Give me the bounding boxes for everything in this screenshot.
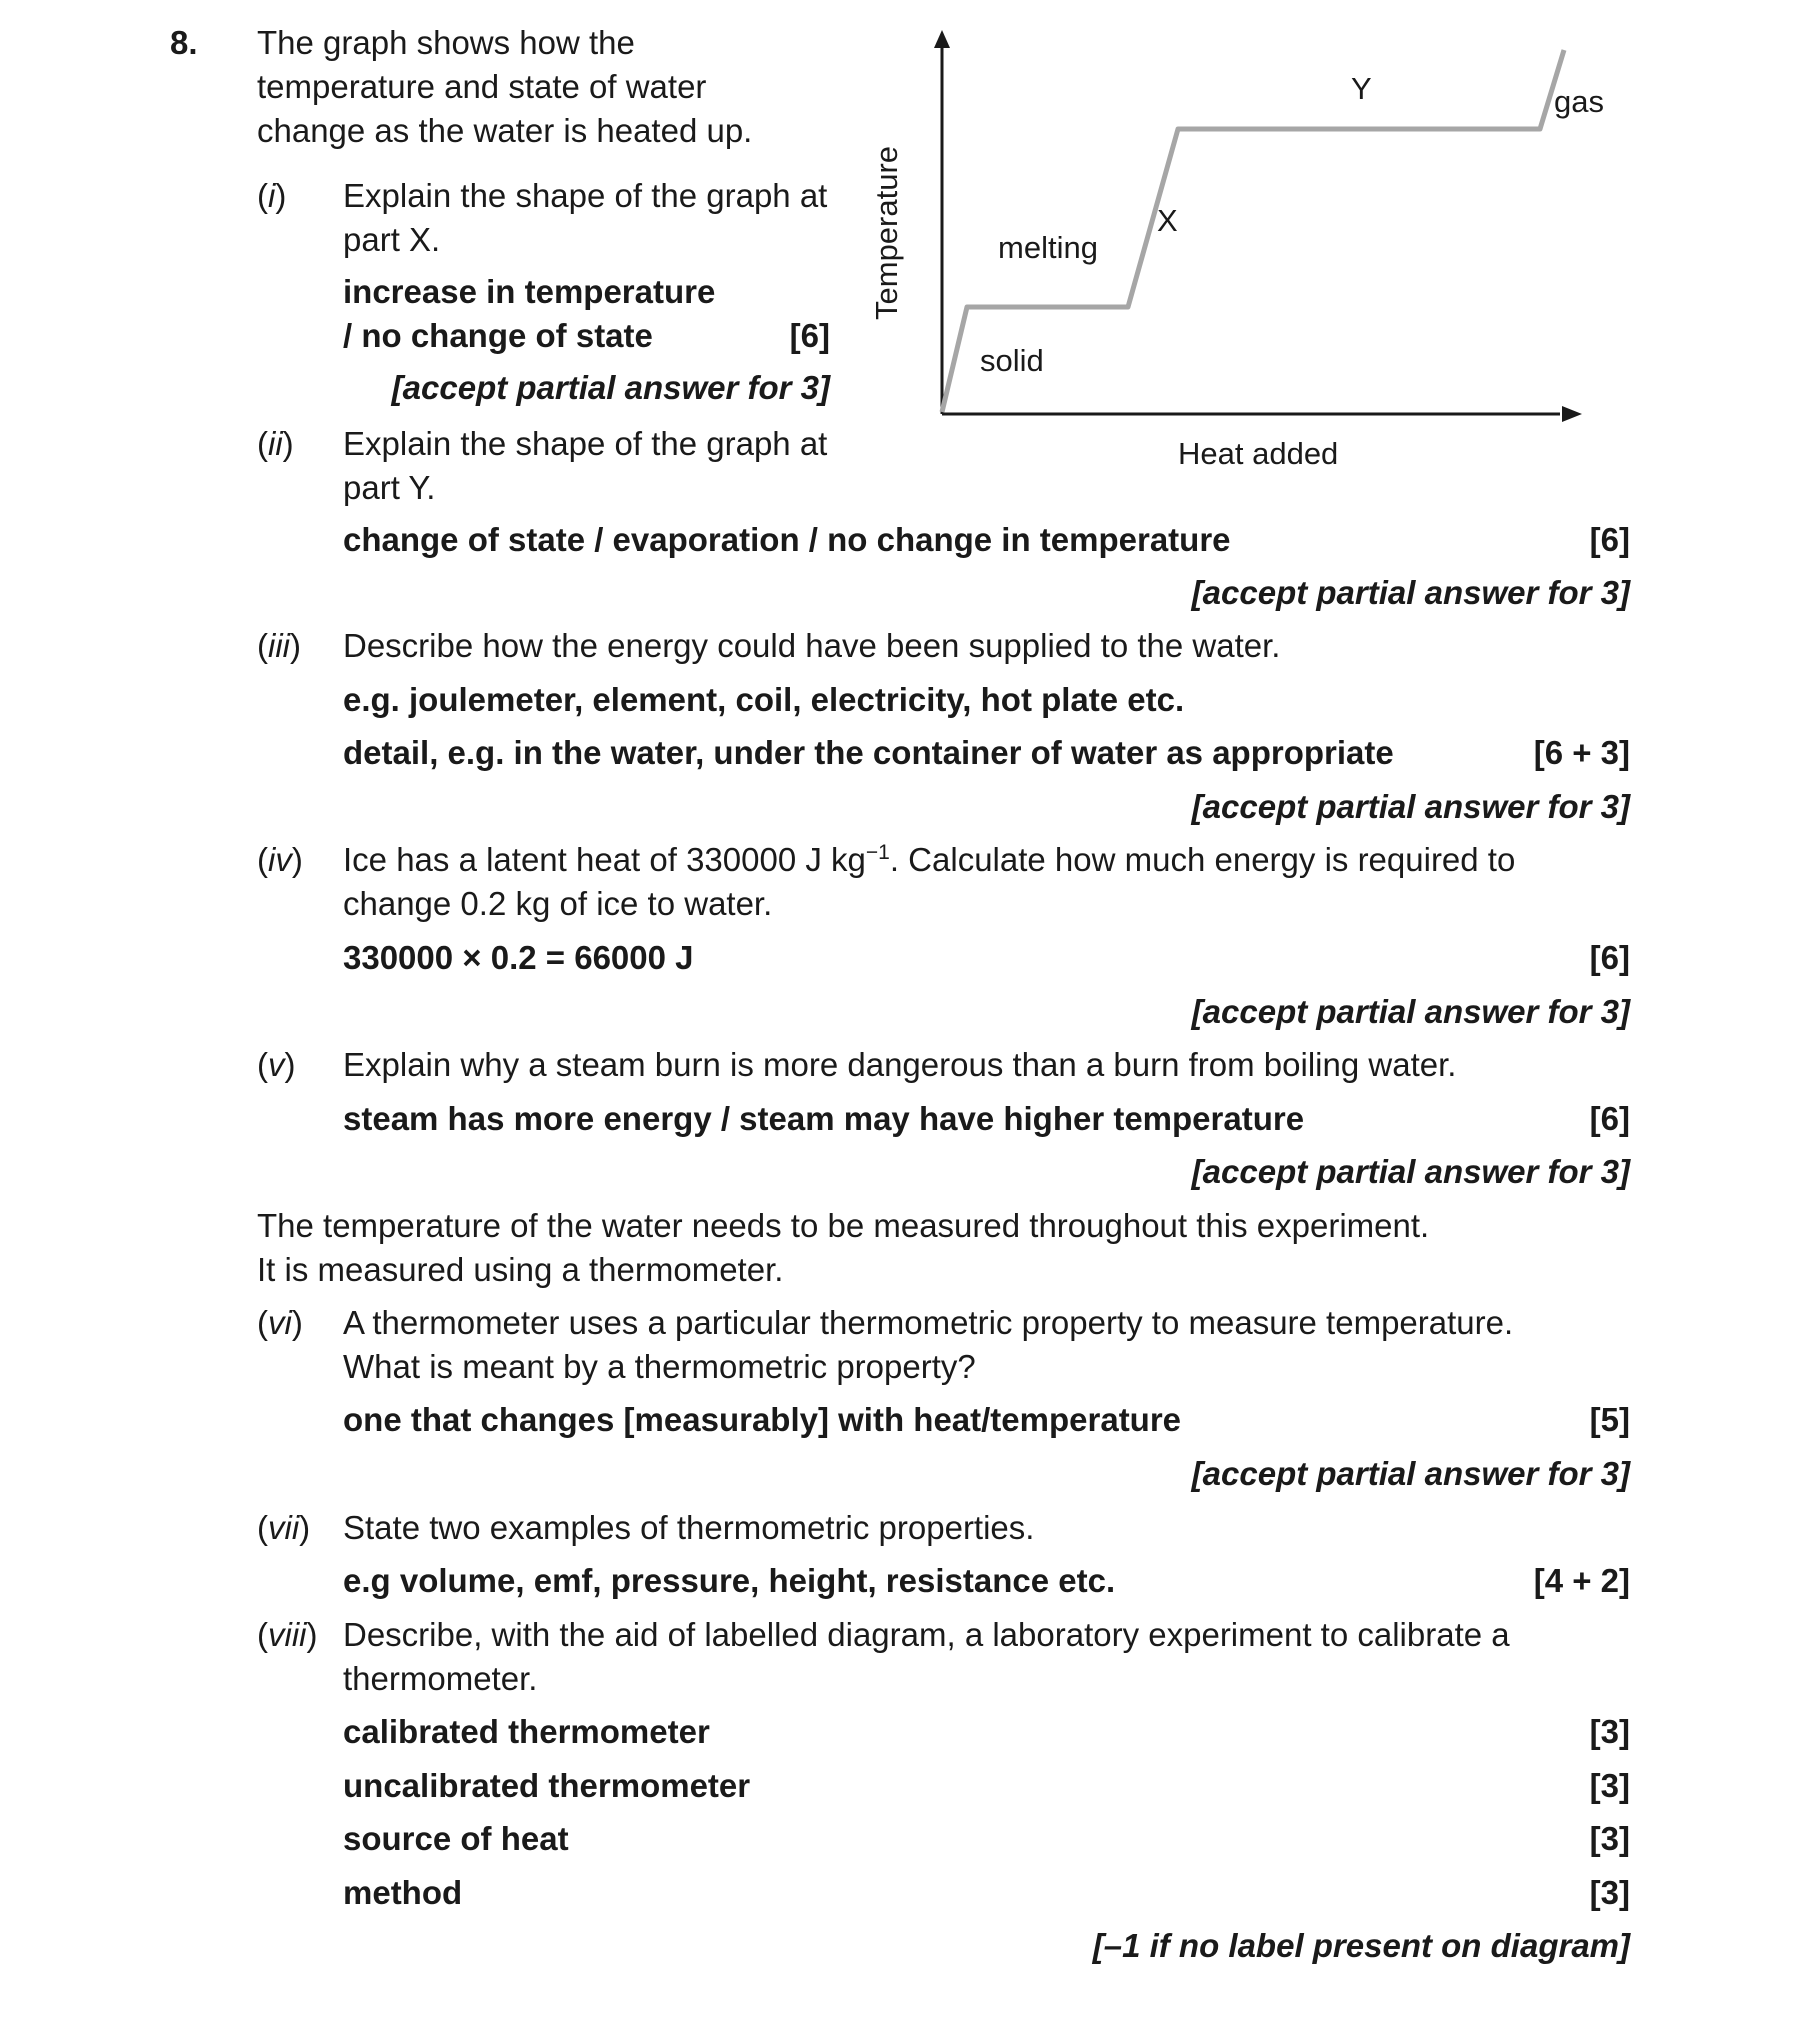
part-vii-marks: [4 + 2] <box>1533 1562 1630 1599</box>
part-v-marks: [6] <box>1589 1100 1630 1137</box>
part-v-question: Explain why a steam burn is more dangerous than a burn from boiling water. <box>343 1046 1457 1083</box>
part-vii-answer: e.g volume, emf, pressure, height, resistance etc. <box>343 1562 1116 1599</box>
part-ii-number: (ii) <box>257 425 294 462</box>
part-i-answer-1: increase in temperature <box>343 273 716 310</box>
x-axis-label: Heat added <box>1178 436 1339 471</box>
part-iii-note: [accept partial answer for 3] <box>1191 788 1630 825</box>
y-axis-label: Temperature <box>869 145 904 320</box>
part-iv-answer: 330000 × 0.2 = 66000 J <box>343 939 694 976</box>
part-ii-marks: [6] <box>1589 521 1630 558</box>
part-viii-item-2: uncalibrated thermometer <box>343 1767 751 1804</box>
part-ii-question-1: Explain the shape of the graph at <box>343 425 828 462</box>
part-iii-answer-2: detail, e.g. in the water, under the container of water as appropriate <box>343 734 1394 771</box>
part-vi-question-1: A thermometer uses a particular thermometric property to measure temperature. <box>343 1304 1514 1341</box>
temperature-heat-graph <box>860 20 1620 490</box>
part-i-note: [accept partial answer for 3] <box>391 369 830 406</box>
part-ii-note: [accept partial answer for 3] <box>1191 574 1630 611</box>
intro-line-2: temperature and state of water <box>257 68 707 105</box>
stem2-line-2: It is measured using a thermometer. <box>257 1251 784 1288</box>
label-x: X <box>1157 203 1178 238</box>
part-iii-answer-1: e.g. joulemeter, element, coil, electricity, hot plate etc. <box>343 681 1185 718</box>
part-viii-item-3-marks: [3] <box>1589 1820 1630 1857</box>
part-viii-item-4: method <box>343 1874 463 1911</box>
part-i-marks: [6] <box>789 317 830 354</box>
part-v-number: (v) <box>257 1046 296 1083</box>
label-solid: solid <box>980 343 1044 378</box>
part-viii-question-2: thermometer. <box>343 1660 538 1697</box>
part-ii-question-2: part Y. <box>343 469 436 506</box>
part-vi-answer: one that changes [measurably] with heat/temperature <box>343 1401 1182 1438</box>
part-iv-number: (iv) <box>257 841 303 878</box>
part-i-answer-2: / no change of state <box>343 317 653 354</box>
part-viii-item-3: source of heat <box>343 1820 569 1857</box>
part-viii-number: (viii) <box>257 1616 318 1653</box>
part-viii-item-1: calibrated thermometer <box>343 1713 710 1750</box>
part-vi-note: [accept partial answer for 3] <box>1191 1455 1630 1492</box>
intro-line-1: The graph shows how the <box>257 24 635 61</box>
part-iv-question-1: Ice has a latent heat of 330000 J $kg^{-1}$. Calculate how much energy is required to <box>343 841 1516 878</box>
part-vi-question-2: What is meant by a thermometric property? <box>343 1348 976 1385</box>
part-vi-number: (vi) <box>257 1304 303 1341</box>
part-vi-marks: [5] <box>1589 1401 1630 1438</box>
part-i-number: (i) <box>257 177 287 214</box>
label-gas: gas <box>1554 84 1604 119</box>
part-viii-question-1: Describe, with the aid of labelled diagram, a laboratory experiment to calibrate a <box>343 1616 1510 1653</box>
part-v-answer: steam has more energy / steam may have higher temperature <box>343 1100 1305 1137</box>
part-viii-item-2-marks: [3] <box>1589 1767 1630 1804</box>
part-iv-note: [accept partial answer for 3] <box>1191 993 1630 1030</box>
label-y: Y <box>1351 71 1372 106</box>
part-i-question-2: part X. <box>343 221 441 258</box>
part-viii-item-1-marks: [3] <box>1589 1713 1630 1750</box>
part-vii-question: State two examples of thermometric properties. <box>343 1509 1035 1546</box>
x-axis-arrow-icon <box>1562 406 1582 422</box>
y-axis-arrow-icon <box>934 30 950 48</box>
part-vii-number: (vii) <box>257 1509 311 1546</box>
part-ii-answer: change of state / evaporation / no change in temperature <box>343 521 1231 558</box>
label-melting: melting <box>998 230 1098 265</box>
stem2-line-1: The temperature of the water needs to be measured throughout this experiment. <box>257 1207 1430 1244</box>
part-v-note: [accept partial answer for 3] <box>1191 1153 1630 1190</box>
part-viii-note: [–1 if no label present on diagram] <box>1092 1927 1630 1964</box>
part-viii-item-4-marks: [3] <box>1589 1874 1630 1911</box>
question-number: 8. <box>170 24 198 61</box>
part-iii-number: (iii) <box>257 627 301 664</box>
intro-line-3: change as the water is heated up. <box>257 112 753 149</box>
part-iii-question: Describe how the energy could have been supplied to the water. <box>343 627 1281 664</box>
part-i-question-1: Explain the shape of the graph at <box>343 177 828 214</box>
part-iv-marks: [6] <box>1589 939 1630 976</box>
part-iv-question-2: change 0.2 kg of ice to water. <box>343 885 773 922</box>
part-iii-marks: [6 + 3] <box>1533 734 1630 771</box>
